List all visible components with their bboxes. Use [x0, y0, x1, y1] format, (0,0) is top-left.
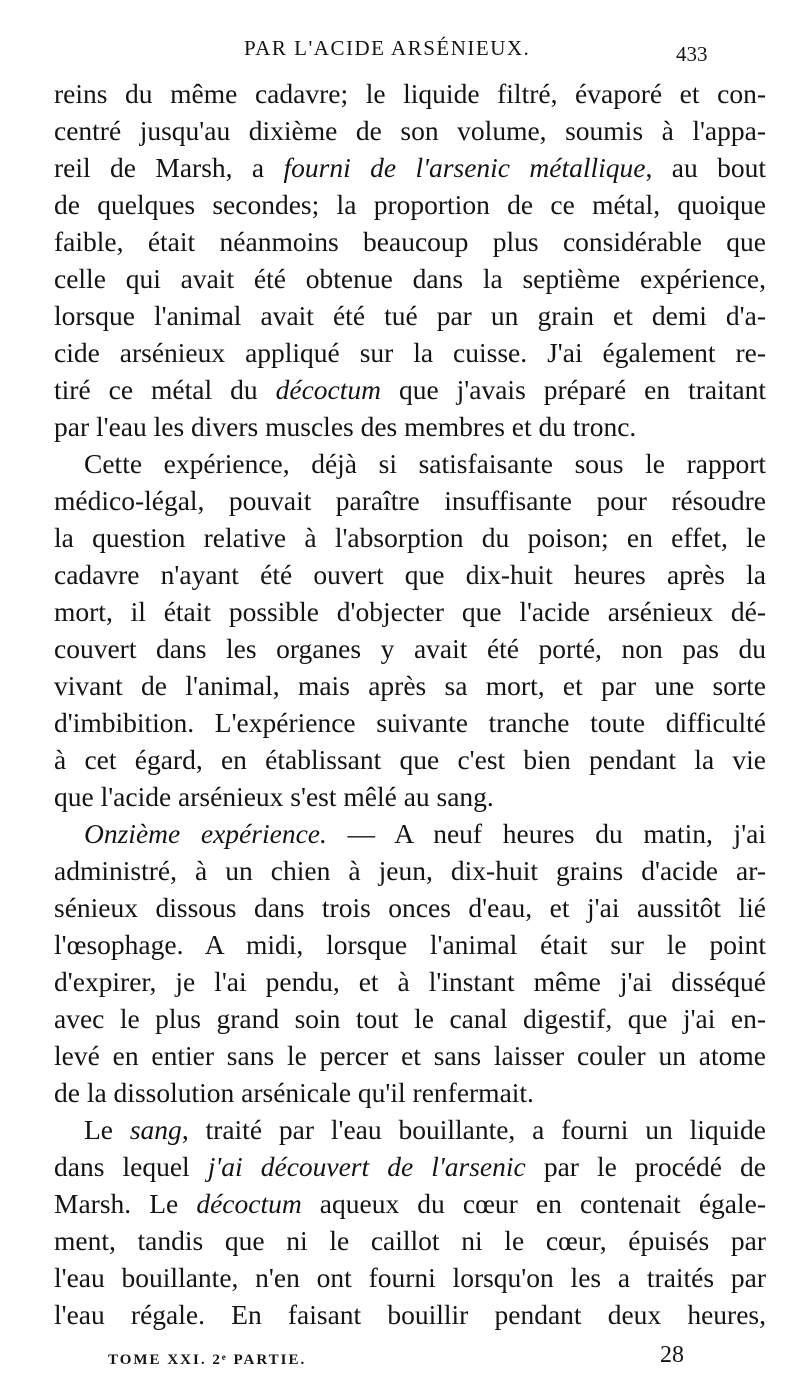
- text-segment: l'œsophage. A midi, lorsque l'animal était sur le point: [54, 929, 766, 960]
- running-title: PAR L'ACIDE ARSÉNIEUX.: [244, 36, 531, 60]
- text-segment: sénieux dissous dans trois onces d'eau, et j'ai aussitôt lié: [54, 892, 766, 923]
- text-line: [54, 852, 766, 889]
- text-line: [54, 1074, 766, 1111]
- text-line: [54, 112, 766, 149]
- text-segment: Marsh. Le: [54, 1188, 197, 1219]
- text-segment: cadavre n'ayant été ouvert que dix-huit heures après la: [54, 559, 766, 590]
- text-segment: lorsque l'animal avait été tué par un grain et demi d'a-: [54, 300, 766, 331]
- text-line: [54, 1259, 766, 1296]
- text-line: [54, 1111, 766, 1148]
- text-segment: aqueux du cœur en contenait égale-: [301, 1188, 766, 1219]
- text-line: [54, 963, 766, 1000]
- text-line: [54, 1037, 766, 1074]
- text-segment: par le procédé de: [525, 1151, 766, 1182]
- text-segment: vivant de l'animal, mais après sa mort, et par une sorte: [54, 670, 766, 701]
- text-line: [54, 778, 766, 815]
- text-segment: avec le plus grand soin tout le canal digestif, que j'ai en-: [54, 1003, 766, 1034]
- text-segment: de quelques secondes; la proportion de ce métal, quoique: [54, 189, 766, 220]
- text-segment: cide arsénieux appliqué sur la cuisse. J'ai également re-: [54, 337, 766, 368]
- text-segment: dans lequel: [54, 1151, 208, 1182]
- text-segment: levé en entier sans le percer et sans laisser couler un atome: [54, 1040, 766, 1071]
- text-segment: la question relative à l'absorption du poison; en effet, le: [54, 522, 766, 553]
- text-segment: que l'acide arsénieux s'est mêlé au sang.: [54, 781, 494, 812]
- text-segment: à cet égard, en établissant que c'est bien pendant la vie: [54, 744, 766, 775]
- text-segment: couvert dans les organes y avait été porté, non pas du: [54, 633, 766, 664]
- text-segment: l'eau bouillante, n'en ont fourni lorsqu'on les a traités par: [54, 1262, 766, 1293]
- signature-number: 28: [660, 1342, 684, 1368]
- text-line: [54, 741, 766, 778]
- text-segment: médico-légal, pouvait paraître insuffisante pour résoudre: [54, 485, 766, 516]
- text-line: [54, 889, 766, 926]
- text-line: [54, 408, 766, 445]
- text-line: [54, 556, 766, 593]
- italic-text: j'ai découvert de l'arsenic: [207, 1151, 526, 1182]
- text-line: [54, 223, 766, 260]
- text-line: [54, 186, 766, 223]
- italic-text: sang: [129, 1114, 182, 1145]
- text-line: [54, 815, 766, 852]
- italic-text: fourni de l'arsenic métallique: [283, 152, 646, 183]
- text-segment: tiré ce métal du: [54, 374, 276, 405]
- page-number: 433: [676, 42, 708, 66]
- text-line: [54, 1296, 766, 1333]
- text-segment: , traité par l'eau bouillante, a fourni un liquide: [181, 1114, 766, 1145]
- text-segment: par l'eau les divers muscles des membres et du tronc.: [54, 411, 637, 442]
- italic-text: décoctum: [275, 374, 381, 405]
- text-line: [54, 1000, 766, 1037]
- text-line: [54, 1222, 766, 1259]
- text-segment: de la dissolution arsénicale qu'il renfermait.: [54, 1077, 534, 1108]
- text-line: [54, 482, 766, 519]
- text-segment: faible, était néanmoins beaucoup plus considérable que: [54, 226, 766, 257]
- italic-text: décoctum: [196, 1188, 302, 1219]
- text-line: [54, 593, 766, 630]
- signature-mark: TOME XXI. 2ᵉ PARTIE.: [108, 1352, 307, 1368]
- text-line: [54, 519, 766, 556]
- text-line: [54, 1185, 766, 1222]
- text-segment: — A neuf heures du matin, j'ai: [326, 818, 766, 849]
- text-segment: ment, tandis que ni le caillot ni le cœur, épuisés par: [54, 1225, 766, 1256]
- text-line: [54, 334, 766, 371]
- text-segment: , au bout: [645, 152, 766, 183]
- text-line: [54, 75, 766, 112]
- text-line: [54, 630, 766, 667]
- text-segment: que j'avais préparé en traitant: [380, 374, 766, 405]
- italic-text: Onzième expérience.: [84, 818, 327, 849]
- text-segment: reil de Marsh, a: [54, 152, 284, 183]
- body-text: [54, 75, 766, 1333]
- text-line: [54, 297, 766, 334]
- text-segment: d'imbibition. L'expérience suivante tranche toute difficulté: [54, 707, 766, 738]
- text-line: [54, 704, 766, 741]
- text-segment: centré jusqu'au dixième de son volume, soumis à l'appa-: [54, 115, 766, 146]
- text-segment: administré, à un chien à jeun, dix-huit grains d'acide ar-: [54, 855, 766, 886]
- text-line: [54, 149, 766, 186]
- text-segment: d'expirer, je l'ai pendu, et à l'instant même j'ai disséqué: [54, 966, 766, 997]
- text-line: [54, 260, 766, 297]
- text-line: [54, 445, 766, 482]
- text-line: [54, 1148, 766, 1185]
- text-segment: l'eau régale. En faisant bouillir pendant deux heures,: [54, 1299, 766, 1330]
- text-segment: celle qui avait été obtenue dans la septième expérience,: [54, 263, 766, 294]
- text-segment: Le: [84, 1114, 130, 1145]
- text-segment: Cette expérience, déjà si satisfaisante sous le rapport: [84, 448, 766, 479]
- text-line: [54, 926, 766, 963]
- text-line: [54, 371, 766, 408]
- text-line: [54, 667, 766, 704]
- text-segment: reins du même cadavre; le liquide filtré, évaporé et con-: [54, 78, 766, 109]
- text-segment: mort, il était possible d'objecter que l'acide arsénieux dé-: [54, 596, 766, 627]
